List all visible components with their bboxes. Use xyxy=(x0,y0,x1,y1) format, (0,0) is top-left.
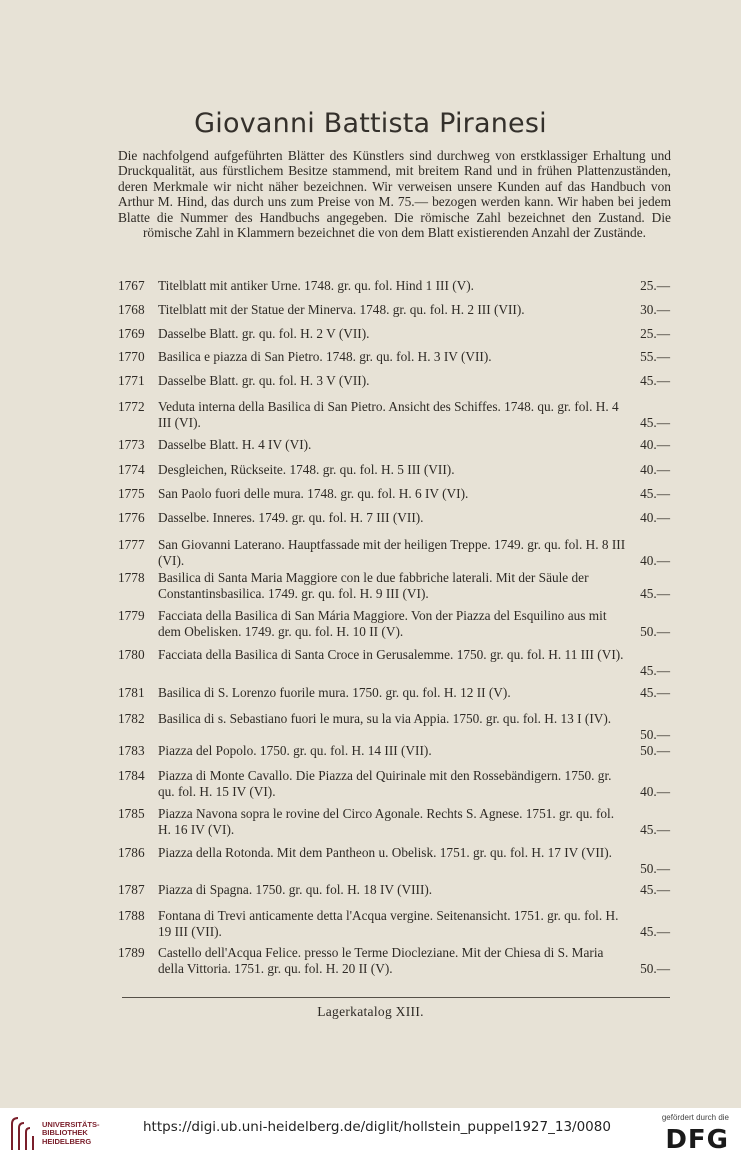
entry-description: San Paolo fuori delle mura. 1748. gr. qu. fol. H. 6 IV (VI). xyxy=(158,486,469,501)
entry-price: 45.— xyxy=(640,373,670,388)
entry-number: 1773 xyxy=(118,437,145,452)
catalog-entry xyxy=(118,711,670,742)
entry-price: 40.— xyxy=(640,437,670,452)
entry-description: Castello dell'Acqua Felice. presso le Terme Diocleziane. Mit der Chiesa di S. Maria della Vittoria. 1751. gr. qu. fol. H. 20 II (V). xyxy=(158,945,604,976)
entry-price: 50.— xyxy=(640,743,670,758)
entry-description: Piazza della Rotonda. Mit dem Pantheon u. Obelisk. 1751. gr. qu. fol. H. 17 IV (VII). xyxy=(158,845,612,860)
catalog-entry xyxy=(118,462,670,478)
catalog-entry xyxy=(118,945,670,976)
intro-paragraph: Die nachfolgend aufgeführten Blätter des Künstlers sind durchweg von erstklassiger Erhaltung und Druckqualität, aus fürstlichem Besitze stammend, mit breitem Rand und in frühen Plattenzuständen, deren Merkmale wir nicht näher bezeichnen. Wir verweisen unsere Kunden auf das Handbuch von Arthur M. Hind, das durch uns zum Preise von M. 75.— bezogen werden kann. Wir haben bei jedem Blatte die Nummer des Handbuchs angegeben. Die römische Zahl bezeichnet den Zustand. Die römische Zahl in Klammern bezeichnet die von dem Blatt existierenden Anzahl der Zustände. xyxy=(118,148,671,241)
entry-price: 30.— xyxy=(640,302,670,317)
entry-description: Dasselbe Blatt. gr. qu. fol. H. 2 V (VII). xyxy=(158,326,370,341)
entry-description: Desgleichen, Rückseite. 1748. gr. qu. fol. H. 5 III (VII). xyxy=(158,462,455,477)
catalog-entry xyxy=(118,570,670,601)
catalog-entry xyxy=(118,278,670,294)
page-title: Giovanni Battista Piranesi xyxy=(194,108,547,139)
entry-number: 1780 xyxy=(118,647,145,662)
entry-description: Dasselbe. Inneres. 1749. gr. qu. fol. H. 7 III (VII). xyxy=(158,510,424,525)
catalog-entry xyxy=(118,510,670,526)
document-url-link[interactable]: https://digi.ub.uni-heidelberg.de/diglit/hollstein_puppel1927_13/0080 xyxy=(143,1119,611,1135)
entry-description: Basilica di Santa Maria Maggiore con le due fabbriche laterali. Mit der Säule der Constantinsbasilica. 1749. gr. qu. fol. H. 9 III (VI). xyxy=(158,570,589,601)
entry-description: Piazza di Spagna. 1750. gr. qu. fol. H. 18 IV (VIII). xyxy=(158,882,433,897)
entry-price: 40.— xyxy=(640,510,670,525)
entry-description: Veduta interna della Basilica di San Pietro. Ansicht des Schiffes. 1748. qu. gr. fol. H. 4 III (VI). xyxy=(158,399,619,430)
catalog-entry xyxy=(118,768,670,799)
entry-price: 50.— xyxy=(640,623,670,639)
catalog-entry xyxy=(118,845,670,876)
entry-price: 45.— xyxy=(640,486,670,501)
entry-price: 45.— xyxy=(640,662,670,678)
entry-price: 25.— xyxy=(640,326,670,341)
entry-number: 1787 xyxy=(118,882,145,897)
catalog-entry xyxy=(118,685,670,701)
catalog-entry xyxy=(118,349,670,365)
catalog-entry xyxy=(118,302,670,318)
catalog-entry xyxy=(118,326,670,342)
entry-number: 1782 xyxy=(118,711,145,726)
entry-description: San Giovanni Laterano. Hauptfassade mit der heiligen Treppe. 1749. gr. qu. fol. H. 8 III (VI). xyxy=(158,537,626,568)
entry-price: 45.— xyxy=(640,414,670,430)
entry-description: Basilica di S. Lorenzo fuorile mura. 1750. gr. qu. fol. H. 12 II (V). xyxy=(158,685,511,700)
entry-number: 1779 xyxy=(118,608,145,623)
entry-description: Fontana di Trevi anticamente detta l'Acqua vergine. Seitenansicht. 1751. gr. qu. fol. H. 19 III (VII). xyxy=(158,908,619,939)
catalog-entry xyxy=(118,908,670,939)
library-name: UNIVERSITÄTS- BIBLIOTHEK HEIDELBERG xyxy=(42,1120,100,1146)
entry-price: 45.— xyxy=(640,585,670,601)
entry-number: 1770 xyxy=(118,349,145,364)
catalog-entry xyxy=(118,647,670,678)
entry-description: Titelblatt mit der Statue der Minerva. 1748. gr. qu. fol. H. 2 III (VII). xyxy=(158,302,525,317)
catalog-entry xyxy=(118,806,670,837)
entry-number: 1771 xyxy=(118,373,145,388)
entry-description: Dasselbe Blatt. H. 4 IV (VI). xyxy=(158,437,312,452)
entry-number: 1784 xyxy=(118,768,145,783)
entry-price: 45.— xyxy=(640,882,670,897)
entry-description: Titelblatt mit antiker Urne. 1748. gr. qu. fol. Hind 1 III (V). xyxy=(158,278,475,293)
catalog-entry xyxy=(118,537,670,568)
entry-number: 1785 xyxy=(118,806,145,821)
catalog-entry xyxy=(118,437,670,453)
catalog-footer: Lagerkatalog XIII. xyxy=(317,1004,424,1019)
entry-number: 1767 xyxy=(118,278,145,293)
catalog-entry xyxy=(118,882,670,898)
entry-price: 45.— xyxy=(640,923,670,939)
entry-number: 1774 xyxy=(118,462,145,477)
entry-description: Basilica e piazza di San Pietro. 1748. gr. qu. fol. H. 3 IV (VII). xyxy=(158,349,492,364)
entry-price: 40.— xyxy=(640,552,670,568)
entry-number: 1781 xyxy=(118,685,145,700)
entry-price: 50.— xyxy=(640,726,670,742)
entry-number: 1775 xyxy=(118,486,145,501)
entry-number: 1789 xyxy=(118,945,145,960)
entry-number: 1772 xyxy=(118,399,145,414)
entry-description: Facciata della Basilica di Santa Croce in Gerusalemme. 1750. gr. qu. fol. H. 11 III (VI). xyxy=(158,647,624,662)
entry-price: 50.— xyxy=(640,860,670,876)
entry-number: 1783 xyxy=(118,743,145,758)
entry-description: Piazza Navona sopra le rovine del Circo Agonale. Rechts S. Agnese. 1751. gr. qu. fol. H. 16 IV (VI). xyxy=(158,806,615,837)
entry-number: 1778 xyxy=(118,570,145,585)
entry-description: Dasselbe Blatt. gr. qu. fol. H. 3 V (VII). xyxy=(158,373,370,388)
entry-description: Piazza di Monte Cavallo. Die Piazza del Quirinale mit den Rossebändigern. 1750. gr. qu. fol. H. 15 IV (VI). xyxy=(158,768,612,799)
footer-rule xyxy=(122,997,670,998)
entry-number: 1768 xyxy=(118,302,145,317)
entry-number: 1777 xyxy=(118,537,145,552)
funding-note: gefördert durch die xyxy=(661,1113,729,1122)
entry-price: 45.— xyxy=(640,685,670,700)
dfg-logo[interactable]: DFG xyxy=(665,1125,729,1155)
catalog-entry xyxy=(118,743,670,759)
entry-description: Piazza del Popolo. 1750. gr. qu. fol. H. 14 III (VII). xyxy=(158,743,432,758)
entry-number: 1786 xyxy=(118,845,145,860)
catalog-entry xyxy=(118,486,670,502)
entry-description: Facciata della Basilica di San Mária Maggiore. Von der Piazza del Esquilino aus mit dem Obelisken. 1749. gr. qu. fol. H. 10 II (V). xyxy=(158,608,607,639)
entry-number: 1776 xyxy=(118,510,145,525)
entry-number: 1788 xyxy=(118,908,145,923)
library-logo-icon[interactable] xyxy=(8,1114,38,1154)
catalog-entry xyxy=(118,399,670,430)
catalog-entry xyxy=(118,608,670,639)
entry-price: 40.— xyxy=(640,783,670,799)
entry-price: 55.— xyxy=(640,349,670,364)
entry-price: 25.— xyxy=(640,278,670,293)
entry-description: Basilica di s. Sebastiano fuori le mura, su la via Appia. 1750. gr. qu. fol. H. 13 I (IV). xyxy=(158,711,612,726)
entry-price: 45.— xyxy=(640,821,670,837)
entry-price: 40.— xyxy=(640,462,670,477)
entry-price: 50.— xyxy=(640,960,670,976)
catalog-entry xyxy=(118,373,670,389)
entry-number: 1769 xyxy=(118,326,145,341)
